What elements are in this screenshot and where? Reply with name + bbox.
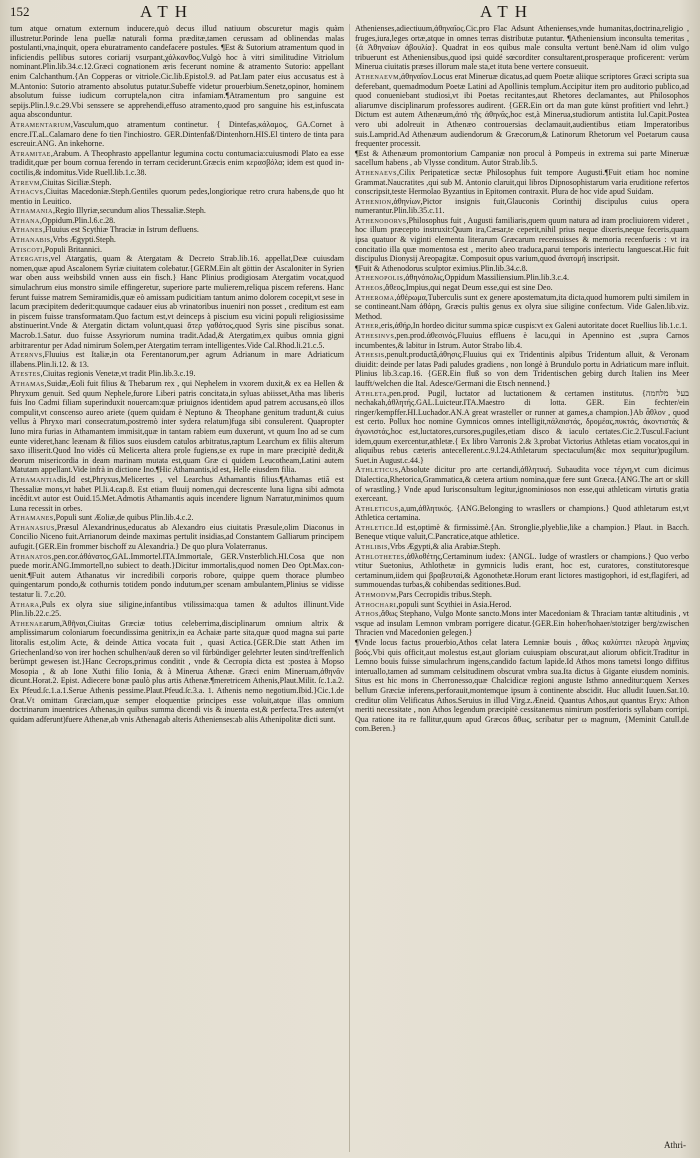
dictionary-entry: [10, 235, 344, 245]
entry-text: ,populi sunt Scythiei in Asia.Herod.: [396, 599, 512, 609]
entry-text: ,Oppidum.Plin.l.6.c.28.: [39, 215, 116, 225]
dictionary-entry: [355, 321, 689, 331]
entry-headword: Athmodvm: [355, 590, 397, 600]
entry-headword: Athlothetes: [355, 551, 405, 561]
entry-headword: Atiscoti: [10, 244, 43, 254]
entry-text: ,Cilix Peripateticæ sectæ Philosophus fuit tempore Augusti.¶Fuit etiam hoc nomine Grammat.Naucratites ,qui sub M. Antonio claruit,qui libros Dipnosophistarum varia eruditione refertos conscripsit,teste Hermolao Byzantius in Epitomen contraxit. Plura de hoc vide apud Suidam.: [355, 167, 689, 197]
dictionary-entry: [10, 513, 344, 523]
entry-headword: Athleticus: [355, 465, 399, 475]
dictionary-entry: [10, 187, 344, 206]
column-divider: [349, 24, 350, 1152]
entry-headword: Athamanes: [10, 513, 54, 523]
dictionary-entry: [10, 178, 344, 188]
entry-headword: Athara: [10, 599, 40, 609]
dictionary-entry: [10, 120, 344, 149]
entry-text: ,a,um,ἀθλητικός. {ANG.Belonging to wrasllers or champions.} Quod athletarum est,vt Athletica certamina.: [355, 503, 689, 523]
entry-headword: Athenodorvs: [355, 215, 407, 225]
entry-headword: Athenaevm: [355, 71, 399, 81]
dictionary-entry: [10, 523, 344, 552]
entry-headword: Aternvs: [10, 350, 43, 360]
entry-text: ,Fluuius est Italiæ,in ota Ferentanorum,per agrum Adrianum in mare Adriaticum illabens.Plin.li.12. & 13.: [10, 350, 344, 369]
dictionary-entry: [355, 523, 689, 542]
entry-headword: Athochari: [355, 599, 397, 609]
dictionary-entry: [355, 590, 689, 600]
entry-text: tum atque ornatum externum inducere,quò decus illud natiuum obscuretur magis quàm illustretur.Porinde lena puellæ naturali forma præditæ,tamen cerussam ad oblinendas malas postulanti,vna,inquit, opera eburatramento candefacere postules. ¶Est & Sutorium atramentum quod in inficiendis pellibus sutores coriarij vsurpant,χάλκανθος.Vulgò hoc à vitri similitudine Vitriolum nominant.Plin.lib.34.c.12.Græci cognationem æris fecerunt nomine & atramento Sutorio: appellant enim Calchanthum.{An Copperas or vitriole.Cic.lib.Epistol.9. ad Pat.Iam pater eius accusatus est à M.Antonio: Sutorio atramento absolutus putatur.Subeffe videtur prouerbium.Senetz,opinor, hominem absolutum fuisse iudicum corruptela,non citra infamiam.¶Atramentum pro sanguine est sepijs.Plin.l.9.c.29.Vbi senssere se apprehendi,effuso atramento,quod pro sanguine his est,infuscata aqua absconduntur.: [10, 24, 344, 120]
entry-text: ,ἀθηνόπολις,Oppidum Massiliensium.Plin.lib.3.c.4.: [403, 273, 570, 283]
entry-headword: Athamania: [10, 206, 53, 216]
entry-text: ,Arabum. A Theophrasto appellantur legumina coctu contumacia:cuiusmodi Plato ea esse tradidit,quæ per boum cornua ferendo in terram ceciderunt.Græcis enim κερασβόλα; idem est quod incoctilis,& indomitus.Vide Ruell.lib.1.c.38.: [10, 148, 344, 177]
dictionary-entry: [355, 149, 689, 168]
dictionary-entry: [10, 225, 344, 235]
dictionary-entry: [10, 475, 344, 513]
dictionary-entry: [355, 609, 689, 638]
entry-headword: Athlibis: [355, 542, 388, 552]
entry-headword: Atrevm: [10, 177, 40, 187]
entry-headword: Athesinvs: [355, 331, 395, 340]
dictionary-entry: [355, 600, 689, 610]
entry-text: ,ἄθως Stephano, Vulgo Monte sancto.Mons inter Macedoniam & Thraciam tantæ altitudinis , vt vsque ad insulam Lemnon vmbram porrigere dicatur.{GER.Ein hoher/hohaer/stotziger berg/zwischen Thracien vnd Macedonien gelegen.}: [355, 609, 689, 638]
left-column: [10, 24, 344, 1152]
entry-text: ,ἀθηναῖον.Locus erat Mineruæ dicatus,ad quem Poetæ aliique scriptores Græci scripta sua deferebant, quemadmodum Poetæ Latini ad Apollinis templum.Accipitur item pro auditorio publico,ad quod conueniebant studiosi,vt ibi Poetas recitantes,aut Rhetores declamantes, aut Philosophos aliarumve disciplinarum professores audirent. {GER.Ein ort da man gute künst profitiert vnd lehrt.} Dictum est autem Athenæum,ἀπό τῆς ἀθηνᾶς,hoc est,à Minerua,studiorum antistita Iul.Capit.Postea vero ubi adolreuit in Athenæo controuersias declamauit,audientibus etiam Imperatoribus suis.Lamprid.Ad Athenæum audiendorum & Græcorum,& Latinorum Rhetorum vel Poetarum causa frequenter processit.: [355, 71, 689, 149]
dictionary-entry: [355, 552, 689, 590]
dictionary-entry: [355, 638, 689, 734]
dictionary-entry: [355, 350, 689, 388]
entry-text: ,Vasculum,quo atramentum continetur. { Dintefas,κάλαμος, GA.Cornet à encre.IT.aL.Calamaro dene fo tien l'inchiostro. GER.Dintenfaß/Dintenhorn.HIS.El tintero de tinta para escreuir.ANG. An inkehorne.: [10, 119, 344, 149]
dictionary-entry: [10, 379, 344, 475]
entry-headword: Athenion: [355, 196, 392, 206]
entry-text: ¶Vnde locus factus prouerbio,Athos celat latera Lemniæ bouis , ἄθως καλύπτει πλευρὰ λημνίας βοός.Vbi quis officit,aut molestus est,aut gloriam cuiuspiam obscurat,aut aliorum obficit.Traditur in Lemno bouis fuisse simulachrum ingens,candido factum lapide.Id Athos mons tametsi longo diffitus interuallo,tamen ad summam celsitudinem obscurat vmbra sua.Ita dictus à Gigante eiusdem nominis. Situs est hic mons in Cherronesso,quæ Chalcidicæ regioni anguste Isthmo anneditur:quem Xerxes bellum Græciæ inferens,perforauit,montemque ipsum à continente abscidit. Huc alludit Iuuen.Sat.10. creditur olim Velificatus Athos.Seruius in illud Virg.z.Æneid. Quantus Athos,aut quantus Eryx: Athon meriti necessitate , non Athos legendum præcipitè cessitanemus nimirum postferioris syllabam corripi. Qua ratione ita re fallitur,quum apud Græcos ἄθως, scribatur per ω magnum, {Meminit Catull.de com.Beren.}: [355, 638, 689, 734]
entry-text: ,vel Atargatis, quam & Atergatam & Decreto Strab.lib.16. appellat,Deæ cuiusdam nomen,quæ apud Ascalonem Syriæ ciuitatem colebatur.{GERM.Ein alt göttin der Ascaloniter in Syrien war oben auss weibsbild vnnen auss ein fisch.} Hanc Plinius prodigiosam Atergatim vocat,quod simulachrum eius monstro simile effingeretur, superiore parte mulierem,reliqua piscem referens. Hanc ferunt fuisse matrem Semiramidis,quæ eò amissam pudicitiam tantum animo dolorem cocepit,vt sese in lacum præcipitem dederit:quumque cadauer eius ab vrinatoribus inueniri non posset , creditum est eam in piscem fuisse transformatam.Quo factum est,vt deinceps à piscium esu vicini populi religiosissime abstinuerint.Vnde & Atergatin dictam volunt,quasi ἄτερ γαθάτος,quod Syris sine piscibus sonat. Macrob.1.Satur. duo fuisse Assyriorum numina tradit.Adad,& Atergatim,ex quibus omnia gigni arbitrarentur per Adad nimirum Solem,per Atergatim terram intelligentes.Vide Cal.Rhod.li.21.c.5.: [10, 254, 344, 350]
catchword: Athri-: [664, 1140, 686, 1150]
entry-text: ,Præsul Alexandrinus,educatus ab Alexandro eius ciuitatis Præsule,olim Diaconus in Concilio Niceno fuit.Arrianorum deinde maximas pertulit insidias,ad Constantem Galliarum principem aufugit.{GER.Ein frommer bischoff zu Alexandria.} De quo plura Volaterranus.: [10, 522, 344, 552]
entry-headword: Atramentarium: [10, 119, 71, 129]
entry-text: dis,Id est,Phryxus,Melicertes , vel Learchus Athamantis filius.¶Athamas etiā est Thessaliæ mons,vt habet Pl.li.4.cap.8. Est etiam fluuij nomen,qui decrescente luna ligna sibi admota incēdit.vt autor est Ouid.15.Met.Admotis Athamantis aquis incendere lignum Narratur,minimos quum Luna recessit in orbes.: [10, 474, 344, 513]
entry-headword: Athos: [355, 609, 379, 619]
entry-text: ,Vrbs Ægypti.Steph.: [50, 235, 116, 245]
dictionary-entry: [10, 149, 344, 178]
entry-headword: Athanabis: [10, 235, 51, 245]
entry-text: ,Populi sunt Æoliæ,de quibus Plin.lib.4.c.2.: [53, 513, 194, 523]
entry-text: ¶Fuit & Athenodorus sculptor eximius.Plin.lib.34.c.8.: [355, 263, 528, 273]
dictionary-entry: [10, 24, 344, 120]
entry-headword: Athanes: [10, 225, 43, 235]
entry-headword: Athamantia: [10, 474, 58, 484]
entry-text: ,Fluuius est Scythiæ Thraciæ in Istrum defluens.: [42, 225, 199, 235]
entry-text: ,Pars Cecropidis tribus.Steph.: [396, 590, 492, 600]
entry-text: ,ἀθηνίων,Pictor insignis fuit,Glauconis Corinthij discipulus cuius opera numerantur.Plin.lib.35.c.11.: [355, 196, 689, 216]
entry-text: ,Philosophus fuit , Augusti familiaris,quem quum natura ad iram procliuiorem videret , hoc illum præcepto instruxit:Quum ira,Cæsar,te ceperit,nihil prius neque dixeris,neque feceris,quam ipsa quatuor & viginti elementa literarum Græcarum recensuisses & memoria recenfueris : vt ira concitatio illa quæ momentosa est , merito abeo traduca,parui temporis interiectu languescat.Hic fuit discipulus Dionysij Areopagitæ. Composuit opus varium,quod ἀνατομή inscripsit.: [355, 215, 689, 264]
dictionary-entry: [355, 264, 689, 274]
entry-text: ¶Est & Athenæum promontorium Campaniæ non procul à Pompeιis in extrema sui parte Mineruæ sacellum habens , ab Vlysse conditum. Autor Strab.lib.5.: [355, 148, 689, 168]
dictionary-entry: [355, 331, 689, 350]
entry-headword: Athacvs: [10, 187, 44, 197]
entry-headword: Athesis: [355, 350, 385, 360]
entry-text: ,Populi Britannici.: [42, 244, 103, 254]
entry-headword: Athanasius: [10, 522, 55, 532]
dictionary-entry: [355, 72, 689, 149]
entry-headword: Athenopolis: [355, 273, 404, 283]
dictionary-entry: [10, 619, 344, 725]
entry-text: ,pen.prod.ἀθεσινός,Fluuius effluens è lacu,qui in Apennino est ,supra Carnos incumbentes,& labitur in Istrum. Autor Strabo lib.4.: [355, 331, 689, 350]
entry-headword: Athamas: [10, 378, 45, 388]
entry-text: ,Ciuitas regionis Venetæ,vt tradit Plin.lib.3.c.19.: [40, 369, 196, 379]
entry-headword: Atheos: [355, 283, 384, 293]
entry-text: ,pen.cor.ἀθάνατος,GAL.Immortel.ITA.Immortale, GER.Vnsterblich.HI.Cosa que non puede morir.ANG.Immortell,no subiect to death.}Dicitur immortalis,quod nomen Deo Opt.Max.conuenit.¶Fuit autem Athanatus vir incredibili corporis robore, quippe quem thorace plumbeo quingentarum pondo,& cothurnis totidem pondo indutum,per scenam ambulantem,Plinius se vidisse testatur li. 7.c.20.: [10, 551, 344, 600]
entry-text: .Id est,optimè & firmissimè.{An. Stronglie,plyeblie,like a champion.} Plaut. in Bacch. Beneque vtique valuit,C.Pancratice,atque athletice.: [355, 522, 689, 542]
entry-text: ,penult.productâ,ἀθησις.Fluuius qui ex Tridentinis alpibus Tridentum alluit, & Veronam diuidit: deinde per latas Padi paludes gradiens , non longè à Brundulo portu in Adriaticum mare influit. Plinius lib.3.cap.16. {GER.Ein fluß so von dem Tridentischen gebirg durch Italien ins Meer laufft/welchen die Ital. Adesce/Germani die Etsch nennend.}: [355, 350, 689, 388]
dictionary-entry: [10, 369, 344, 379]
entry-text: ,eris,ἀθήρ,In hordeo dicitur summa spicæ cuspis:vt ex Galeni autoritate docet Ruellius lib.1.c.1.: [378, 321, 688, 331]
entry-headword: Atestes: [10, 369, 41, 379]
entry-headword: Athenae: [10, 618, 44, 628]
entry-text: Athenienses,adiectiuum,ἀθηναῖος.Cic.pro Flac Adsunt Athenienses,vnde humanitas,doctrina,religio , fruges,iura,leges ortæ,atque in omnes terras distributæ putantur. ¶Atheniensium inconsulta temeritas , {ἀ Ἀθηναίων ἀβουλία}. Quadrat in eos quibus male consulta vertunt benè.Nam id olim vulgo tribuerunt est Atheniensibus,quod ipsi quidé sœcorditer consultarent,prosperaque proficerent: verùm Minerua ciuitatis præses illorum male sta,et ituta bene vertere consueuit.: [355, 24, 689, 72]
dictionary-entry: [10, 350, 344, 369]
entry-text: arum,Ἀθῆναι,Ciuitas Græciæ totius celeberrima,disciplinarum omnium altrix & amplissimarum coloniarum foecundissima genitrix,in ea Achaiæ parte sita,quæ quod magna sui parte litoralis est,olim Acte, & deinde Attica vocata fuit , quasi Actica.{GER.Die statt Athen im Griechenland/so von irer hochen schulhen/auß deren so vil fürbündiger gelehrter leuten sind/treffenlich berümpt gewesen ist.}Hanc Cecrops,primus conditit , vnde & Cecropia dicta est :postea à Mopso Mosopia , & ab Ione Xuthi filio Ionia, & à Minerua Athenæ. Græci enim Mineruam,ἀθηνᾶν dicunt.Horat.2. Epist. Adiecere bonæ paulò plus artis Athenæ.¶meretricem Athenis,Plaut.Milit. ſc.1.a.2. Ex Pfeud.ſc.1.a.1.Serue Athenis pessime.Plaut.Pfeud.ſc.3.a. 1. Athenis nemo negotium.Ibid.}Cic.1.de Orat.Vt omittam Græciam,quæ semper eloquentiæ principes esse voluit,atque illas omnium doctrinarum inuentrices Athenas,in quibus summa dicendi vis & inuenta est,& perfecta.Tres autem(vt quidam adferunt)fuere Athenæ,ab vnis Athenagab alteris Athenienses:ab aliis Athenipolitæ dicti sunt.: [10, 618, 344, 724]
dictionary-entry: [355, 283, 689, 293]
page-number: 152: [10, 4, 30, 19]
dictionary-entry: [355, 465, 689, 503]
dictionary-entry: [10, 245, 344, 255]
right-column: [355, 24, 689, 1152]
dictionary-entry: [355, 216, 689, 264]
dictionary-entry: [355, 24, 689, 72]
dictionary-entry: [355, 389, 689, 466]
entry-text: ,ἀθέρωμα,Tuberculis sunt ex genere apostematum,ita dicta,quod humorem pulti similem in se contineant.Nam ἀθάρη, Græcis pultis genus ex olyra siue siligine confectum. Vide Galen.lib.viz. Method.: [355, 292, 689, 321]
dictionary-entry: [355, 168, 689, 197]
entry-headword: Athana: [10, 215, 40, 225]
page-header: [10, 4, 690, 24]
entry-headword: Ather: [355, 321, 379, 331]
dictionary-entry: [10, 552, 344, 600]
running-head-left: ATH: [140, 2, 195, 21]
dictionary-entry: [355, 197, 689, 216]
entry-text: ,pen.prod. Pugil, luctator ad luctationem & certamen institutus. {בעל מלחמה nechakah,ἀθλητής.GAL.Luicteur.ITA.Maestro di lotta. GER. Ein fechter/ein ringer/kempffer.HI.Luchador.AN.A great wrasteller or runner at games,a champion.}Ab ἆθλον , quod est certo. Pollux hoc nomine Gymnicos omnes intelligit,πάλαιστάς, δρομέας,πυκτάς, ἀκοντιστάς & ἀγωνιστάς,hoc est,luctatores,cursores,pugiles,etiam disco & iaculo certates.Cic.2.Tuscul.Faciunt idem,quum exercentur,athletæ.{ Ex libro Varronis 2.& 3.probat Victorius Athletas etiam vocatos,qui in aliquibus rebus cæteris antecellerent.c.9.l.24.Athletarum spectaculum(&c mox sequitur)pugilum. Suet.in August.c.44.}: [355, 388, 689, 465]
entry-headword: Atramitae: [10, 148, 51, 158]
entry-text: ,Absolute dicitur pro arte certandi,ἀθλητική. Subaudita voce τέχνη,vt cum dicimus Dialectica,Rhetorica,Grammatica,& cætera artium nomina,quæ fere sunt Græca.{ANG.The art or skill of wrastling.} Vnde apud Iurisconsultum legitur,ignominiosos non esse,qui athleticam virtutis gratia exerceant.: [355, 465, 689, 504]
entry-headword: Athleticus: [355, 503, 399, 513]
running-head-right: ATH: [480, 2, 535, 21]
entry-headword: Athleta: [355, 388, 388, 398]
entry-text: ,Suidæ,Æoli fuit filius & Thebarum rex , qui Nephelem in vxorem duxit,& ex ea Hellen & Phryxum genuit. Sed quum Nephele,furore Liberi patris concitata,in syluas abiisset,Atha mas liberis fuis Ino Cadmi filiam superinduxit nouercam:quæ priuignos identidem apud patrem accusans,eò illos compulit,vt conscenso aureo ariete (quem quidam è Neptuno & Theophane genitum tradunt,& cuius vellus à Phryxo mari consecratum,postremò inter sydera relatum)fuga sibi consulerent. Quapropter Iuno mira furias in Athamantem immisit,quæ in tantam rabiem eum duxerunt, vt quum Ino ad se cum eunte videret,hanc leænam & filios suos eiusdem catulos arbitratus,raptum Learchum ex filiis alterum saxo illiserit.Quod Ino vidès cū Melicerta altera prole fugiens,se ex rupe in mare præcipitè dedit,& deorum misericordia in deam marinam mutata est,quam Græ ci quidem Leucotheam,Latini autem Matutam appellant.Vide infrà in dictione Ino.¶Hic Athamantis,id est, Helle eiusdem filia.: [10, 378, 344, 475]
dictionary-entry: [355, 504, 689, 523]
entry-text: ,Vrbs Ægypti,& alia Arabiæ.Steph.: [387, 542, 501, 552]
entry-text: ,Ciuitas Macedoniæ.Steph.Gentiles quorum pedes,longiorique retro crura habens,de quo ht mentio in Leuitico.: [10, 187, 344, 206]
dictionary-entry: [10, 216, 344, 226]
entry-headword: Atergatis: [10, 254, 49, 264]
entry-text: ,ἄθεος,Impius,qui negat Deum esse,qui est sine Deo.: [383, 283, 553, 293]
dictionary-entry: [10, 254, 344, 350]
dictionary-entry: [355, 542, 689, 552]
entry-headword: Athletice: [355, 522, 394, 532]
entry-text: ,ἀθλοθέτης,Certaminum iudex: {ANGL. Iudge of wrastlers or champions.} Quo verbo vtitur Suetonius, Athlothetæ in gymnicis ludis erant, hoc est, curatores, constitutoresque certaminum,iidem qui βραβευταί,& Agonothetæ.Horum erant lictores mastigophori, id est,flagiferi, ad summouendas turbas,& cohibendas seditiones.Bud.: [355, 551, 689, 590]
entry-text: ,Puls ex olyra siue siligine,infantibus vtilissima:qua tamen & adultos illinunt.Vide Plin.lib.22.c.25.: [10, 599, 344, 619]
entry-text: ,Ciuitas Siciliæ.Steph.: [39, 177, 112, 187]
entry-headword: Athenaevs: [355, 167, 397, 177]
entry-headword: Atheroma: [355, 292, 395, 302]
entry-headword: Athanatos: [10, 551, 52, 561]
entry-text: ,Regio Illyriæ,secundum alios Thessaliæ.Steph.: [52, 206, 206, 216]
dictionary-entry: [355, 293, 689, 322]
dictionary-entry: [10, 600, 344, 619]
dictionary-entry: [355, 273, 689, 283]
dictionary-entry: [10, 206, 344, 216]
